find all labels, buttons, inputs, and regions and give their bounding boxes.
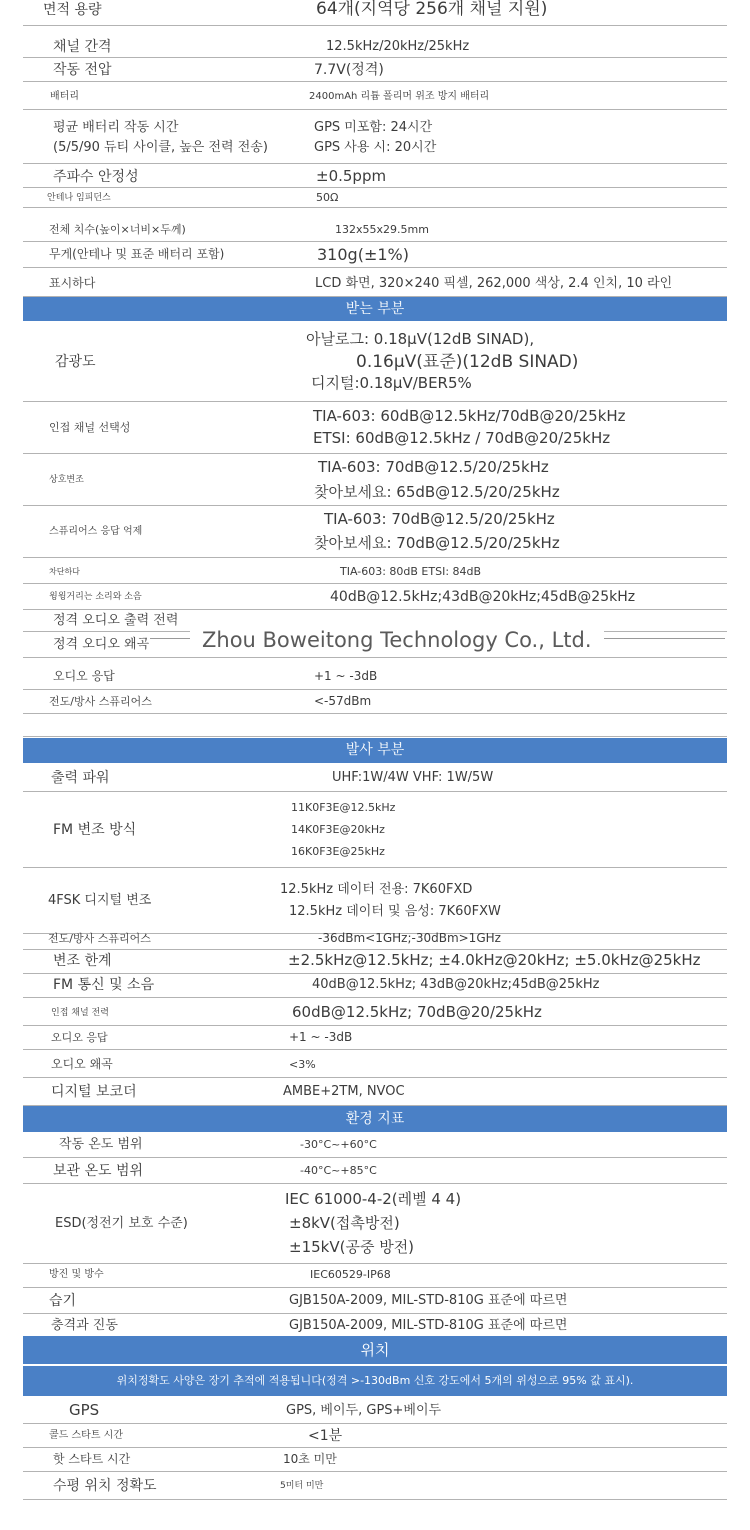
spec-value: IEC 61000-4-2(레벨 4 4) (285, 1190, 462, 1209)
spec-value: 64개(지역당 256개 채널 지원) (316, 0, 548, 20)
spec-label: 배터리 (50, 91, 79, 103)
spec-value: <1분 (308, 1427, 343, 1444)
spec-row (23, 948, 727, 974)
spec-label: 출력 파워 (51, 769, 110, 786)
spec-label: 오디오 응답 (51, 1030, 108, 1044)
spec-value: 12.5kHz/20kHz/25kHz (326, 38, 470, 54)
spec-row (23, 0, 727, 26)
spec-value: IEC60529-IP68 (310, 1267, 391, 1281)
spec-row (23, 1078, 727, 1106)
spec-value: +1 ~ -3dB (289, 1030, 353, 1045)
spec-value: 11K0F3E@12.5kHz (291, 800, 396, 814)
spec-row (23, 1424, 727, 1448)
spec-row (23, 189, 727, 208)
spec-value: ±15kV(공중 방전) (289, 1238, 415, 1257)
watermark-text: Zhou Boweitong Technology Co., Ltd. (190, 628, 604, 652)
spec-value: 2400mAh 리튬 폴리머 위조 방지 배터리 (309, 91, 490, 103)
section-header-receive (23, 297, 727, 321)
spec-value: 16K0F3E@25kHz (291, 844, 385, 858)
spec-value: AMBE+2TM, NVOC (283, 1083, 405, 1099)
spec-value: TIA-603: 60dB@12.5kHz/70dB@20/25kHz (313, 407, 626, 426)
spec-label: 습기 (49, 1292, 77, 1309)
spec-label: 전체 치수(높이×너비×두께) (49, 222, 186, 236)
spec-label: 인접 채널 전력 (51, 1007, 109, 1018)
spec-value: -40°C~+85°C (300, 1163, 377, 1177)
spec-row (23, 1158, 727, 1184)
spec-label: 변조 한계 (53, 952, 112, 969)
spec-row (23, 1262, 727, 1288)
spec-value: -36dBm<1GHz;-30dBm>1GHz (318, 931, 501, 946)
divider (23, 736, 727, 737)
spec-label: 차단하다 (49, 567, 80, 577)
spec-label: 오디오 응답 (53, 669, 115, 684)
spec-value: 50Ω (316, 191, 339, 205)
spec-label: GPS (69, 1401, 100, 1420)
spec-row (23, 322, 727, 402)
spec-row (23, 218, 727, 242)
spec-value: GJB150A-2009, MIL-STD-810G 표준에 따르면 (289, 1292, 568, 1308)
spec-row (23, 928, 727, 950)
spec-row (23, 868, 727, 934)
spec-value: 찾아보세요: 65dB@12.5/20/25kHz (314, 482, 560, 501)
spec-label: 정격 오디오 왜곡 (53, 636, 150, 652)
spec-row (23, 84, 727, 110)
spec-label: 윙윙거리는 소리와 소음 (49, 591, 142, 602)
spec-row (23, 1000, 727, 1026)
spec-value: 10초 미만 (283, 1452, 337, 1467)
spec-label: 감광도 (55, 353, 96, 370)
section-title: 발사 부분 (345, 742, 405, 758)
spec-label: 채널 간격 (53, 38, 112, 55)
spec-row (23, 36, 727, 58)
spec-value: <3% (289, 1057, 316, 1071)
spec-value: <-57dBm (314, 694, 372, 709)
spec-label: 작동 온도 범위 (59, 1136, 143, 1152)
spec-row (23, 664, 727, 690)
section-title: 위치 (360, 1341, 390, 1359)
spec-value: 132x55x29.5mm (335, 222, 429, 236)
spec-label: 정격 오디오 출력 전력 (53, 612, 179, 628)
spec-label: 보관 온도 범위 (53, 1162, 144, 1179)
spec-label: 평균 배터리 작동 시간 (53, 119, 179, 135)
section-header-transmit (23, 738, 727, 763)
spec-row (23, 1184, 727, 1264)
spec-value: ±2.5kHz@12.5kHz; ±4.0kHz@20kHz; ±5.0kHz@25kHz (288, 951, 701, 970)
spec-value: 디지털:0.18μV/BER5% (311, 374, 472, 393)
spec-label: 상호변조 (49, 474, 84, 485)
spec-label: 충격과 진동 (51, 1317, 118, 1333)
watermark-line-right (595, 638, 725, 639)
spec-value: ±8kV(접촉방전) (289, 1214, 400, 1233)
spec-row (23, 560, 727, 584)
spec-row (23, 271, 727, 297)
spec-value: 찾아보세요: 70dB@12.5/20/25kHz (314, 534, 560, 553)
position-note (23, 1366, 727, 1396)
spec-label: 핫 스타트 시간 (53, 1452, 131, 1467)
spec-label: 스퓨리어스 응답 억제 (49, 526, 143, 538)
spec-label: 작동 전압 (53, 61, 112, 78)
spec-row (23, 792, 727, 868)
spec-value: LCD 화면, 320×240 픽셀, 262,000 색상, 2.4 인치, 10 라인 (315, 275, 673, 291)
spec-label: 주파수 안정성 (53, 168, 139, 185)
spec-value: 5미터 미만 (280, 1480, 324, 1491)
spec-value: 아날로그: 0.18μV(12dB SINAD), (306, 330, 535, 349)
spec-value: GPS 미포함: 24시간 (314, 119, 433, 135)
spec-value: -30°C~+60°C (300, 1137, 377, 1151)
spec-row (23, 1398, 727, 1424)
spec-row (23, 242, 727, 268)
spec-row (23, 1448, 727, 1472)
spec-value: TIA-603: 70dB@12.5/20/25kHz (324, 510, 555, 529)
spec-label: FM 통신 및 소음 (53, 976, 155, 993)
spec-value: 12.5kHz 데이터 전용: 7K60FXD (280, 881, 473, 897)
spec-value: GPS 사용 시: 20시간 (314, 139, 437, 155)
spec-label: 콜드 스타트 시간 (49, 1430, 123, 1442)
section-header-environment (23, 1106, 727, 1132)
spec-row (23, 506, 727, 558)
section-title: 환경 지표 (345, 1111, 405, 1127)
spec-row (23, 1132, 727, 1158)
spec-label: 인접 채널 선택성 (49, 420, 131, 434)
spec-value: TIA-603: 70dB@12.5/20/25kHz (318, 457, 549, 476)
spec-row (23, 584, 727, 610)
spec-value: 7.7V(정격) (314, 61, 384, 78)
spec-row (23, 58, 727, 82)
spec-label: 무게(안테나 및 표준 배터리 포함) (49, 247, 225, 262)
spec-value: +1 ~ -3dB (314, 669, 378, 684)
spec-label: 4FSK 디지털 변조 (48, 892, 152, 908)
position-note-text: 위치정확도 사양은 장기 추적에 적용됩니다(정격 >-130dBm 신호 강도에서 5개의 위성으로 95% 값 표시). (116, 1374, 634, 1387)
spec-label: 전도/방사 스퓨리어스 (49, 694, 152, 708)
section-title: 받는 부분 (345, 301, 405, 317)
spec-value: UHF:1W/4W VHF: 1W/5W (332, 769, 494, 785)
spec-value: 40dB@12.5kHz;43dB@20kHz;45dB@25kHz (330, 588, 636, 605)
spec-value: 40dB@12.5kHz; 43dB@20kHz;45dB@25kHz (312, 976, 600, 992)
spec-row (23, 972, 727, 998)
spec-label: (5/5/90 듀티 사이클, 높은 전력 전송) (53, 139, 268, 155)
spec-value: ETSI: 60dB@12.5kHz / 70dB@20/25kHz (313, 429, 611, 448)
spec-row (23, 764, 727, 792)
spec-label: 수평 위치 정확도 (53, 1477, 157, 1494)
spec-row (23, 166, 727, 188)
spec-label: 오디오 왜곡 (51, 1057, 113, 1072)
spec-value: GPS, 베이두, GPS+베이두 (286, 1402, 442, 1418)
spec-row (23, 1288, 727, 1314)
spec-value: 0.16μV(표준)(12dB SINAD) (356, 352, 579, 373)
spec-row (23, 690, 727, 714)
spec-value: 310g(±1%) (317, 244, 409, 264)
spec-label: 안테나 임피던스 (47, 193, 111, 204)
spec-label: 전도/방사 스퓨리어스 (48, 931, 151, 945)
section-header-position (23, 1336, 727, 1364)
spec-value: TIA-603: 80dB ETSI: 84dB (340, 564, 482, 578)
spec-label: FM 변조 방식 (53, 821, 137, 838)
watermark-line-left (150, 638, 190, 639)
spec-row (23, 1472, 727, 1500)
spec-row (23, 112, 727, 164)
spec-row (23, 1314, 727, 1338)
spec-label: ESD(정전기 보호 수준) (55, 1215, 188, 1231)
watermark (0, 626, 750, 666)
spec-value: ±0.5ppm (316, 167, 387, 186)
spec-row (23, 402, 727, 454)
spec-label: 표시하다 (49, 276, 96, 291)
spec-value: GJB150A-2009, MIL-STD-810G 표준에 따르면 (289, 1317, 568, 1333)
spec-value: 12.5kHz 데이터 및 음성: 7K60FXW (289, 903, 501, 919)
spec-value: 14K0F3E@20kHz (291, 822, 385, 836)
spec-row (23, 1052, 727, 1078)
spec-label: 방진 및 방수 (49, 1269, 104, 1281)
spec-label: 면적 용량 (43, 1, 102, 18)
spec-label: 디지털 보코더 (51, 1083, 137, 1100)
spec-row (23, 454, 727, 506)
spec-value: 60dB@12.5kHz; 70dB@20/25kHz (292, 1003, 542, 1022)
spec-row (23, 1026, 727, 1050)
